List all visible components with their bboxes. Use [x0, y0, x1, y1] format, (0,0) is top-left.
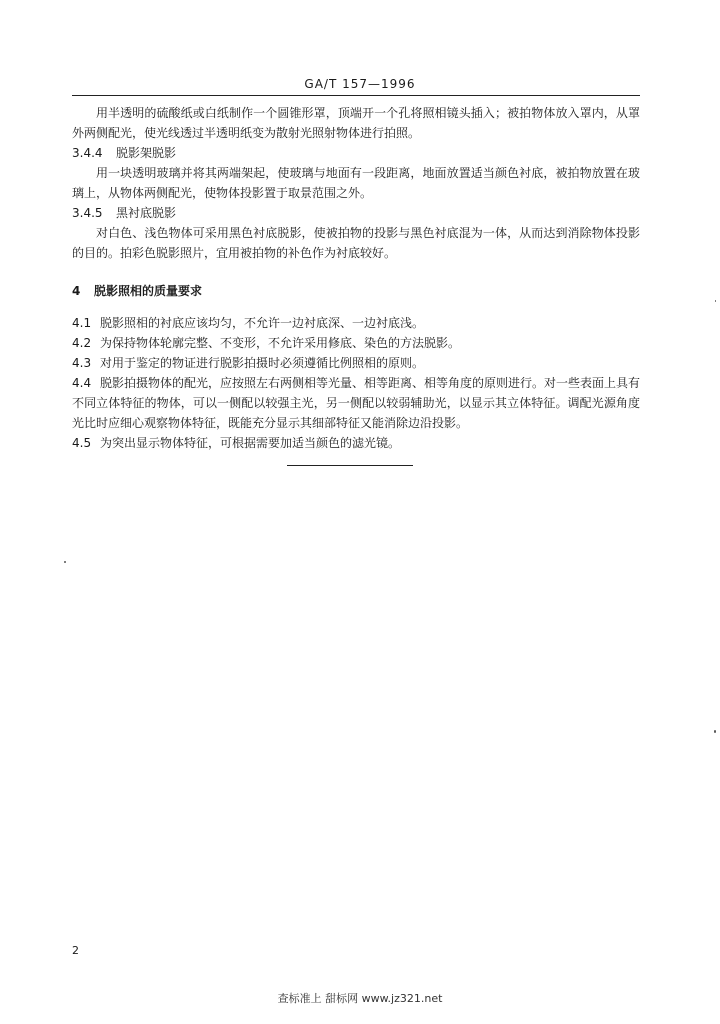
- scan-speck: [715, 300, 716, 302]
- section-heading-3-4-5: [72, 203, 640, 223]
- standard-code-header: GA/T 157—1996: [304, 77, 416, 91]
- end-rule: [287, 465, 413, 466]
- list-item: [72, 433, 640, 453]
- list-item: [72, 313, 640, 333]
- scan-speck: [64, 561, 66, 563]
- section-number: 3.4.4: [72, 146, 103, 160]
- section-number: 3.4.5: [72, 206, 103, 220]
- section-title: 脱影架脱影: [116, 146, 177, 160]
- item-number: 4.3: [72, 356, 92, 370]
- section-heading-3-4-4: [72, 143, 640, 163]
- list-item: [72, 333, 640, 353]
- paragraph-cone-cover: 用半透明的硫酸纸或白纸制作一个圆锥形罩，顶端开一个孔将照相镜头插入；被拍物体放入罩内，从罩外两侧配光，使光线透过半透明纸变为散射光照射物体进行拍照。: [72, 106, 640, 140]
- watermark-footer: 查标准上 甜标网 www.jz321.net: [277, 992, 443, 1005]
- item-text: 脱影拍摄物体的配光，应按照左右两侧相等光量、相等距离、相等角度的原则进行。对一些表面上具有不同立体特征的物体，可以一侧配以较强主光，另一侧配以较弱辅助光，以显示其立体特征。调配光源角度光比时应细心观察物体特征，既能充分显示其细部特征又能消除边沿投影。: [72, 376, 641, 430]
- section-title: 黑衬底脱影: [116, 206, 177, 220]
- page-number: 2: [72, 944, 79, 957]
- section-heading-4: [72, 281, 640, 301]
- item-text: 为突出显示物体特征，可根据需要加适当颜色的滤光镜。: [100, 436, 401, 450]
- paragraph-3-4-5: 对白色、浅色物体可采用黑色衬底脱影，使被拍物的投影与黑色衬底混为一体，从而达到消除物体投影的目的。拍彩色脱影照片，宜用被拍物的补色作为衬底较好。: [72, 226, 640, 260]
- item-number: 4.1: [72, 316, 92, 330]
- scan-speck: [714, 730, 716, 733]
- list-item: [72, 353, 640, 373]
- document-body: [72, 103, 640, 453]
- header-rule: [72, 95, 640, 96]
- item-number: 4.2: [72, 336, 92, 350]
- section-number: 4: [72, 284, 81, 298]
- paragraph-3-4-4: 用一块透明玻璃并将其两端架起，使玻璃与地面有一段距离，地面放置适当颜色衬底，被拍物放置在玻璃上，从物体两侧配光，使物体投影置于取景范围之外。: [72, 166, 640, 200]
- item-text: 为保持物体轮廓完整、不变形，不允许采用修底、染色的方法脱影。: [100, 336, 461, 350]
- item-text: 对用于鉴定的物证进行脱影拍摄时必须遵循比例照相的原则。: [100, 356, 425, 370]
- item-text: 脱影照相的衬底应该均匀，不允许一边衬底深、一边衬底浅。: [100, 316, 425, 330]
- list-item: [72, 373, 640, 433]
- item-number: 4.4: [72, 376, 92, 390]
- item-number: 4.5: [72, 436, 92, 450]
- section-title: 脱影照相的质量要求: [94, 284, 203, 298]
